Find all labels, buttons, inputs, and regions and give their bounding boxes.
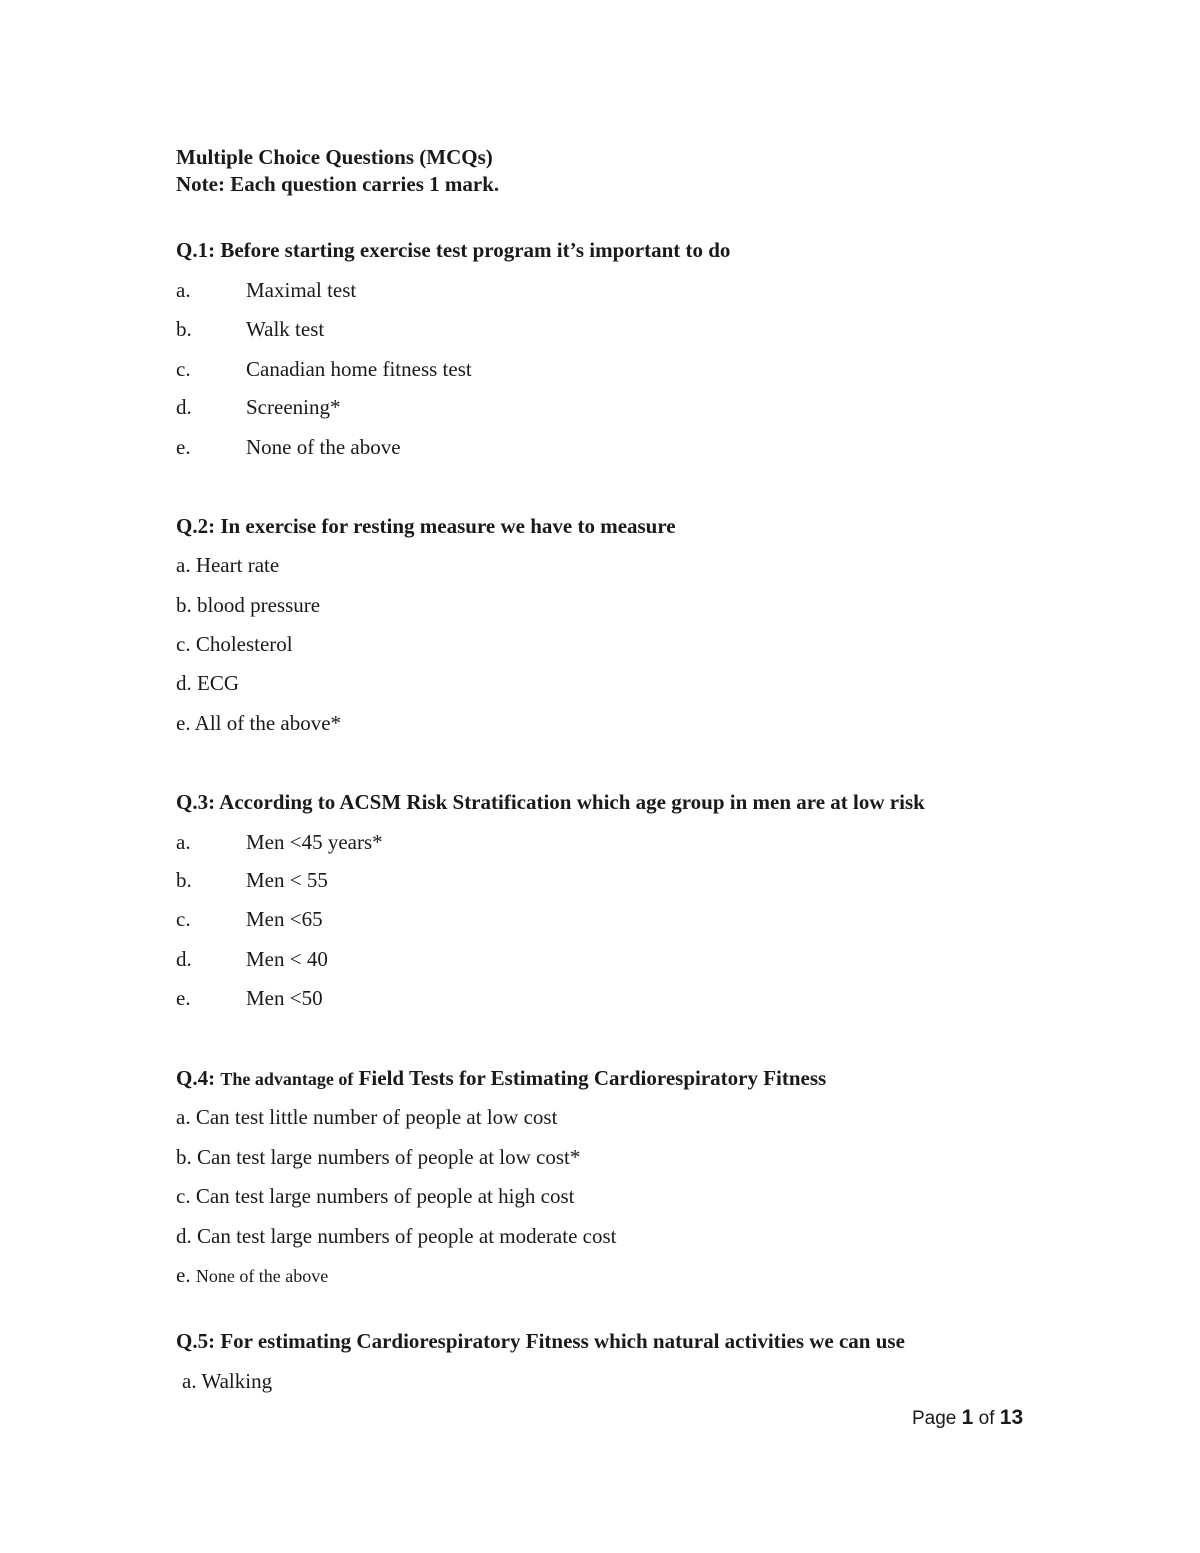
page-footer <box>912 1405 1023 1432</box>
option-text: e. All of the above* <box>176 711 342 735</box>
total-pages: 13 <box>999 1406 1024 1429</box>
question-4-heading <box>176 1065 826 1092</box>
option-letter: d. <box>176 947 192 971</box>
question-5-text: For estimating Cardiorespiratory Fitness which natural activities we can use <box>220 1329 905 1353</box>
question-4-text-small: The advantage of <box>220 1069 354 1089</box>
option-text: Maximal test <box>246 278 357 302</box>
option-text: Men <45 years* <box>246 830 383 854</box>
question-1-text: Before starting exercise test program it’s important to do <box>220 238 731 262</box>
option-text <box>176 1262 328 1289</box>
question-4-text: Field Tests for Estimating Cardiorespiratory Fitness <box>358 1066 827 1090</box>
option-text: Screening* <box>246 395 341 419</box>
question-5-label: Q.5: <box>176 1329 216 1353</box>
option-text: Walk test <box>246 317 325 341</box>
option-letter: a. <box>176 830 191 854</box>
page-word: Page <box>912 1408 957 1429</box>
question-4-label: Q.4: <box>176 1066 216 1090</box>
question-5-heading <box>176 1328 905 1354</box>
option-text: Men < 55 <box>246 868 328 892</box>
option-text: Canadian home fitness test <box>246 357 472 381</box>
option-text-small: None of the above <box>195 1266 329 1286</box>
marks-note: Note: Each question carries 1 mark. <box>176 172 500 196</box>
question-3-heading <box>176 789 925 815</box>
option-letter: a. <box>176 278 191 302</box>
of-word: of <box>978 1408 995 1429</box>
option-text: Men < 40 <box>246 947 328 971</box>
option-text: Men <65 <box>246 907 323 931</box>
document-title: Multiple Choice Questions (MCQs) <box>176 145 493 169</box>
question-2-heading <box>176 513 676 539</box>
option-text: b. Can test large numbers of people at low cost* <box>176 1145 581 1169</box>
option-letter: c. <box>176 907 191 931</box>
option-prefix: e. <box>176 1263 191 1287</box>
option-text: a. Can test little number of people at low cost <box>176 1105 558 1129</box>
option-letter: e. <box>176 986 191 1010</box>
option-letter: b. <box>176 317 192 341</box>
question-3-label: Q.3: <box>176 790 216 814</box>
option-text: a. Heart rate <box>176 553 280 577</box>
option-letter: e. <box>176 435 191 459</box>
option-text: c. Can test large numbers of people at high cost <box>176 1184 575 1208</box>
option-text: None of the above <box>246 435 401 459</box>
option-letter: b. <box>176 868 192 892</box>
question-2-text: In exercise for resting measure we have to measure <box>220 514 676 538</box>
question-1-label: Q.1: <box>176 238 216 262</box>
option-text: b. blood pressure <box>176 593 321 617</box>
question-3-text: According to ACSM Risk Stratification which age group in men are at low risk <box>219 790 925 814</box>
option-letter: c. <box>176 357 191 381</box>
question-1-heading <box>176 237 730 263</box>
option-text: c. Cholesterol <box>176 632 293 656</box>
option-text: Men <50 <box>246 986 323 1010</box>
question-2-label: Q.2: <box>176 514 216 538</box>
option-text: d. Can test large numbers of people at moderate cost <box>176 1224 617 1248</box>
option-letter: d. <box>176 395 192 419</box>
page-number: 1 <box>961 1406 974 1429</box>
option-text: d. ECG <box>176 671 239 695</box>
option-text: a. Walking <box>182 1369 273 1393</box>
